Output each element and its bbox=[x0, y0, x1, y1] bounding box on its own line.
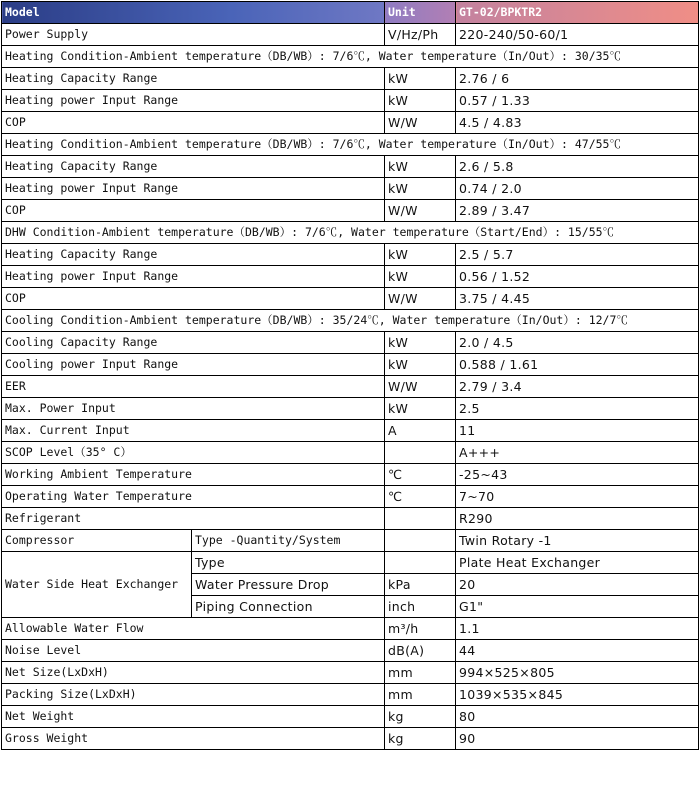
row-value: 90 bbox=[456, 728, 699, 750]
row-label: Max. Current Input bbox=[2, 420, 385, 442]
row-label: COP bbox=[2, 112, 385, 134]
row-value: 2.89 / 3.47 bbox=[456, 200, 699, 222]
table-row bbox=[2, 486, 699, 508]
row-value: 220-240/50-60/1 bbox=[456, 24, 699, 46]
row-unit: kg bbox=[385, 728, 456, 750]
row-label: SCOP Level（35° C） bbox=[2, 442, 385, 464]
row-label: Heating power Input Range bbox=[2, 90, 385, 112]
table-row bbox=[2, 508, 699, 530]
spec-table bbox=[1, 1, 699, 750]
row-value: 0.74 / 2.0 bbox=[456, 178, 699, 200]
table-row bbox=[2, 156, 699, 178]
section-row bbox=[2, 222, 699, 244]
header-model-number: GT-02/BPKTR2 bbox=[456, 2, 699, 24]
row-value: A+++ bbox=[456, 442, 699, 464]
row-value: 1.1 bbox=[456, 618, 699, 640]
row-label: Net Size(LxDxH) bbox=[2, 662, 385, 684]
row-value: 2.5 / 5.7 bbox=[456, 244, 699, 266]
table-row bbox=[2, 706, 699, 728]
row-unit: kW bbox=[385, 68, 456, 90]
row-unit: kPa bbox=[385, 574, 456, 596]
section-row bbox=[2, 46, 699, 68]
row-value: 0.57 / 1.33 bbox=[456, 90, 699, 112]
row-label: EER bbox=[2, 376, 385, 398]
row-value: 994×525×805 bbox=[456, 662, 699, 684]
table-row bbox=[2, 24, 699, 46]
table-row bbox=[2, 530, 699, 552]
row-unit bbox=[385, 530, 456, 552]
row-value: 2.79 / 3.4 bbox=[456, 376, 699, 398]
table-row bbox=[2, 266, 699, 288]
table-row bbox=[2, 244, 699, 266]
row-value: 2.5 bbox=[456, 398, 699, 420]
row-unit: kW bbox=[385, 266, 456, 288]
table-row bbox=[2, 68, 699, 90]
row-unit: ℃ bbox=[385, 464, 456, 486]
row-sublabel: Type bbox=[192, 552, 385, 574]
row-value: 0.56 / 1.52 bbox=[456, 266, 699, 288]
row-value: 7~70 bbox=[456, 486, 699, 508]
row-label: Gross Weight bbox=[2, 728, 385, 750]
table-row bbox=[2, 728, 699, 750]
row-value: 44 bbox=[456, 640, 699, 662]
row-unit: kW bbox=[385, 244, 456, 266]
row-unit: mm bbox=[385, 684, 456, 706]
row-label: Heating Capacity Range bbox=[2, 156, 385, 178]
row-value: 0.588 / 1.61 bbox=[456, 354, 699, 376]
row-label: Heating Capacity Range bbox=[2, 244, 385, 266]
table-row bbox=[2, 640, 699, 662]
row-value: 20 bbox=[456, 574, 699, 596]
row-unit: A bbox=[385, 420, 456, 442]
row-label: Water Side Heat Exchanger bbox=[2, 552, 192, 618]
row-value: 80 bbox=[456, 706, 699, 728]
row-unit: kW bbox=[385, 178, 456, 200]
row-label: Cooling power Input Range bbox=[2, 354, 385, 376]
row-value: 2.6 / 5.8 bbox=[456, 156, 699, 178]
table-row bbox=[2, 398, 699, 420]
row-label: Heating Capacity Range bbox=[2, 68, 385, 90]
row-unit: W/W bbox=[385, 288, 456, 310]
row-sublabel: Type -Quantity/System bbox=[192, 530, 385, 552]
table-row bbox=[2, 376, 699, 398]
row-value: R290 bbox=[456, 508, 699, 530]
row-value: 4.5 / 4.83 bbox=[456, 112, 699, 134]
row-sublabel: Water Pressure Drop bbox=[192, 574, 385, 596]
table-row bbox=[2, 112, 699, 134]
section-heading: Heating Condition-Ambient temperature（DB/WB）: 7/6℃, Water temperature（In/Out）: 30/35℃ bbox=[2, 46, 699, 68]
row-value: 11 bbox=[456, 420, 699, 442]
row-label: Cooling Capacity Range bbox=[2, 332, 385, 354]
row-label: COP bbox=[2, 288, 385, 310]
header-unit: Unit bbox=[385, 2, 456, 24]
table-row bbox=[2, 442, 699, 464]
row-label: Power Supply bbox=[2, 24, 385, 46]
row-label: Heating power Input Range bbox=[2, 178, 385, 200]
row-unit: inch bbox=[385, 596, 456, 618]
row-label: Refrigerant bbox=[2, 508, 385, 530]
row-value: 1039×535×845 bbox=[456, 684, 699, 706]
row-label: Allowable Water Flow bbox=[2, 618, 385, 640]
row-unit bbox=[385, 552, 456, 574]
section-heading: Heating Condition-Ambient temperature（DB/WB）: 7/6℃, Water temperature（In/Out）: 47/55℃ bbox=[2, 134, 699, 156]
table-row bbox=[2, 288, 699, 310]
row-unit: W/W bbox=[385, 112, 456, 134]
row-unit: kW bbox=[385, 90, 456, 112]
row-unit: dB(A) bbox=[385, 640, 456, 662]
row-label: Working Ambient Temperature bbox=[2, 464, 385, 486]
row-label: Heating power Input Range bbox=[2, 266, 385, 288]
row-unit: mm bbox=[385, 662, 456, 684]
row-value: 3.75 / 4.45 bbox=[456, 288, 699, 310]
table-row bbox=[2, 552, 699, 574]
row-unit bbox=[385, 442, 456, 464]
header-row bbox=[2, 2, 699, 24]
row-value: G1" bbox=[456, 596, 699, 618]
table-row bbox=[2, 618, 699, 640]
row-unit: kW bbox=[385, 354, 456, 376]
row-value: -25~43 bbox=[456, 464, 699, 486]
row-unit: ℃ bbox=[385, 486, 456, 508]
row-value: 2.0 / 4.5 bbox=[456, 332, 699, 354]
row-label: Packing Size(LxDxH) bbox=[2, 684, 385, 706]
row-unit: V/Hz/Ph bbox=[385, 24, 456, 46]
table-row bbox=[2, 662, 699, 684]
row-label: Operating Water Temperature bbox=[2, 486, 385, 508]
table-row bbox=[2, 354, 699, 376]
table-row bbox=[2, 178, 699, 200]
section-row bbox=[2, 310, 699, 332]
row-unit bbox=[385, 508, 456, 530]
table-row bbox=[2, 420, 699, 442]
section-heading: DHW Condition-Ambient temperature（DB/WB）: 7/6℃, Water temperature（Start/End）: 15/55℃ bbox=[2, 222, 699, 244]
row-value: 2.76 / 6 bbox=[456, 68, 699, 90]
row-unit: W/W bbox=[385, 200, 456, 222]
table-row bbox=[2, 464, 699, 486]
row-label: COP bbox=[2, 200, 385, 222]
row-unit: kW bbox=[385, 332, 456, 354]
table-row bbox=[2, 332, 699, 354]
table-row bbox=[2, 200, 699, 222]
row-unit: kg bbox=[385, 706, 456, 728]
row-value: Twin Rotary -1 bbox=[456, 530, 699, 552]
row-sublabel: Piping Connection bbox=[192, 596, 385, 618]
row-label: Max. Power Input bbox=[2, 398, 385, 420]
row-label: Net Weight bbox=[2, 706, 385, 728]
table-row bbox=[2, 684, 699, 706]
row-unit: kW bbox=[385, 398, 456, 420]
table-row bbox=[2, 90, 699, 112]
section-heading: Cooling Condition-Ambient temperature（DB/WB）: 35/24℃, Water temperature（In/Out）: 12/7℃ bbox=[2, 310, 699, 332]
row-unit: W/W bbox=[385, 376, 456, 398]
row-value: Plate Heat Exchanger bbox=[456, 552, 699, 574]
header-model: Model bbox=[2, 2, 385, 24]
row-unit: kW bbox=[385, 156, 456, 178]
section-row bbox=[2, 134, 699, 156]
row-label: Noise Level bbox=[2, 640, 385, 662]
row-unit: m³/h bbox=[385, 618, 456, 640]
row-label: Compressor bbox=[2, 530, 192, 552]
